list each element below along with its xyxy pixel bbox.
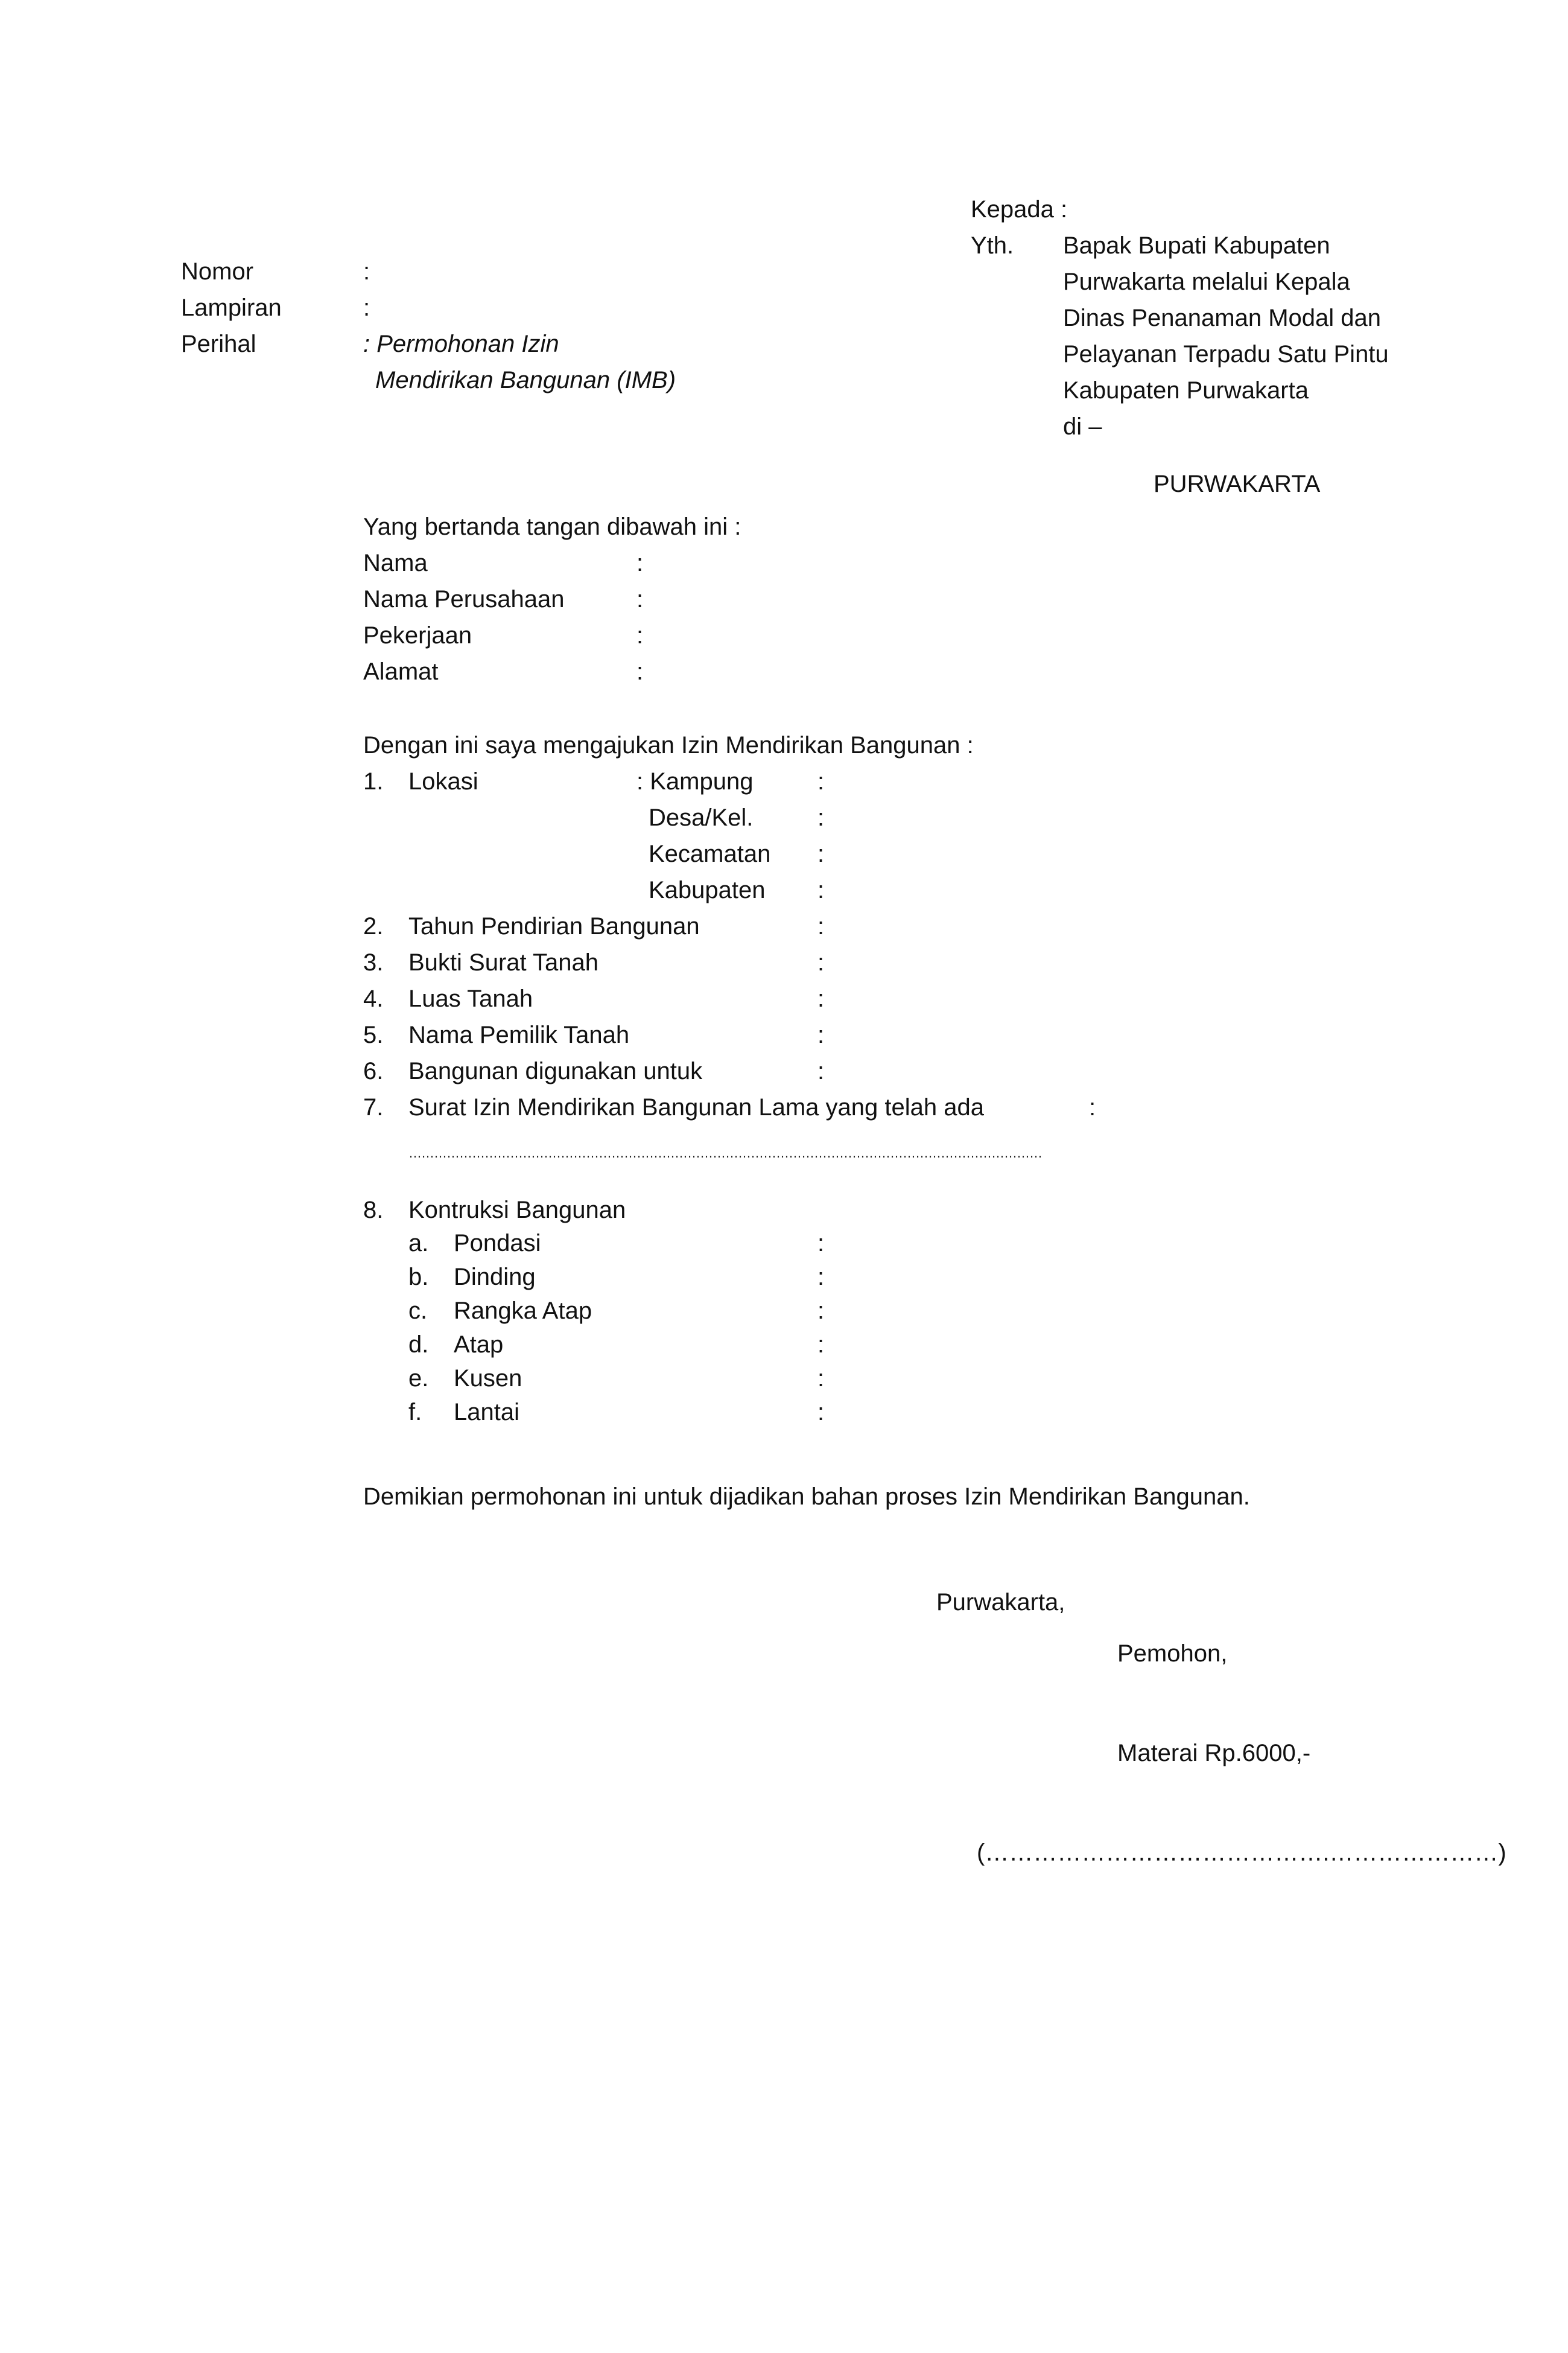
recipient-line: di – bbox=[1063, 413, 1102, 440]
recipient-yth: Yth. bbox=[971, 232, 1014, 259]
recipient-line: Pelayanan Terpadu Satu Pintu bbox=[1063, 341, 1389, 368]
perihal-label: Perihal bbox=[181, 331, 256, 357]
item-colon: : bbox=[817, 913, 825, 940]
item-colon: : bbox=[817, 985, 825, 1012]
perihal-value-line1: : Permohonan Izin bbox=[363, 331, 559, 357]
item-colon: : bbox=[817, 1365, 825, 1392]
construction-letter: e. bbox=[408, 1365, 429, 1392]
item-colon: : bbox=[817, 768, 825, 795]
lokasi-label: Lokasi bbox=[408, 768, 478, 795]
recipient-line: Bapak Bupati Kabupaten bbox=[1063, 232, 1330, 259]
perihal-value-line2: Mendirikan Bangunan (IMB) bbox=[375, 367, 676, 393]
construction-label: Lantai bbox=[454, 1399, 519, 1425]
item-label: Bangunan digunakan untuk bbox=[408, 1058, 703, 1084]
applicant-field-pekerjaan: Pekerjaan bbox=[363, 622, 472, 649]
request-intro: Dengan ini saya mengajukan Izin Mendirikan Bangunan : bbox=[363, 732, 974, 759]
item-colon: : bbox=[817, 949, 825, 976]
recipient-city: PURWAKARTA bbox=[1154, 471, 1321, 497]
item-label: Tahun Pendirian Bangunan bbox=[408, 913, 700, 940]
item7-label: Surat Izin Mendirikan Bangunan Lama yang telah ada bbox=[408, 1094, 984, 1121]
item-number: 4. bbox=[363, 985, 384, 1012]
item-colon: : bbox=[1089, 1094, 1096, 1121]
construction-letter: d. bbox=[408, 1331, 429, 1358]
item-number: 1. bbox=[363, 768, 384, 795]
closing-text: Demikian permohonan ini untuk dijadikan bahan proses Izin Mendirikan Bangunan. bbox=[363, 1483, 1250, 1510]
applicant-colon: : bbox=[636, 658, 644, 685]
item-colon: : bbox=[817, 1022, 825, 1048]
applicant-colon: : bbox=[636, 586, 644, 613]
item8-label: Kontruksi Bangunan bbox=[408, 1197, 626, 1223]
item-colon: : bbox=[817, 1297, 825, 1324]
item-colon: : bbox=[817, 841, 825, 867]
lokasi-kampung: : Kampung bbox=[636, 768, 754, 795]
item-label: Bukti Surat Tanah bbox=[408, 949, 599, 976]
item-colon: : bbox=[817, 877, 825, 903]
applicant-field-perusahaan: Nama Perusahaan bbox=[363, 586, 565, 613]
signature-line: (…………………………………….…………………) bbox=[977, 1839, 1506, 1866]
construction-letter: c. bbox=[408, 1297, 428, 1324]
item-colon: : bbox=[817, 1399, 825, 1425]
item-number: 7. bbox=[363, 1094, 384, 1121]
construction-label: Dinding bbox=[454, 1264, 536, 1290]
item-colon: : bbox=[817, 1230, 825, 1256]
construction-label: Rangka Atap bbox=[454, 1297, 592, 1324]
applicant-colon: : bbox=[636, 622, 644, 649]
recipient-line: Kabupaten Purwakarta bbox=[1063, 377, 1309, 404]
recipient-line: Purwakarta melalui Kepala bbox=[1063, 269, 1350, 295]
closing-place: Purwakarta, bbox=[936, 1589, 1065, 1616]
construction-letter: b. bbox=[408, 1264, 429, 1290]
item-colon: : bbox=[817, 804, 825, 831]
lampiran-colon: : bbox=[363, 295, 370, 321]
lokasi-sub: Kabupaten bbox=[649, 877, 766, 903]
item7-dotted-line: …………………………………………………………………………………………………………………………………… bbox=[408, 1145, 1042, 1161]
item-colon: : bbox=[817, 1331, 825, 1358]
construction-letter: f. bbox=[408, 1399, 422, 1425]
construction-label: Kusen bbox=[454, 1365, 522, 1392]
nomor-colon: : bbox=[363, 258, 370, 285]
item-number: 6. bbox=[363, 1058, 384, 1084]
recipient-kepada: Kepada : bbox=[971, 196, 1068, 223]
applicant-intro: Yang bertanda tangan dibawah ini : bbox=[363, 514, 741, 540]
closing-pemohon: Pemohon, bbox=[1117, 1640, 1228, 1667]
lampiran-label: Lampiran bbox=[181, 295, 282, 321]
item-number: 5. bbox=[363, 1022, 384, 1048]
construction-label: Atap bbox=[454, 1331, 504, 1358]
lokasi-sub: Kecamatan bbox=[649, 841, 771, 867]
item-number: 2. bbox=[363, 913, 384, 940]
construction-label: Pondasi bbox=[454, 1230, 541, 1256]
applicant-field-nama: Nama bbox=[363, 550, 428, 576]
item-colon: : bbox=[817, 1264, 825, 1290]
item-label: Luas Tanah bbox=[408, 985, 533, 1012]
construction-letter: a. bbox=[408, 1230, 429, 1256]
applicant-field-alamat: Alamat bbox=[363, 658, 439, 685]
item-number: 3. bbox=[363, 949, 384, 976]
item-label: Nama Pemilik Tanah bbox=[408, 1022, 630, 1048]
applicant-colon: : bbox=[636, 550, 644, 576]
item-colon: : bbox=[817, 1058, 825, 1084]
materai-label: Materai Rp.6000,- bbox=[1117, 1740, 1311, 1766]
lokasi-sub: Desa/Kel. bbox=[649, 804, 754, 831]
item-number: 8. bbox=[363, 1197, 384, 1223]
nomor-label: Nomor bbox=[181, 258, 254, 285]
recipient-line: Dinas Penanaman Modal dan bbox=[1063, 305, 1382, 331]
